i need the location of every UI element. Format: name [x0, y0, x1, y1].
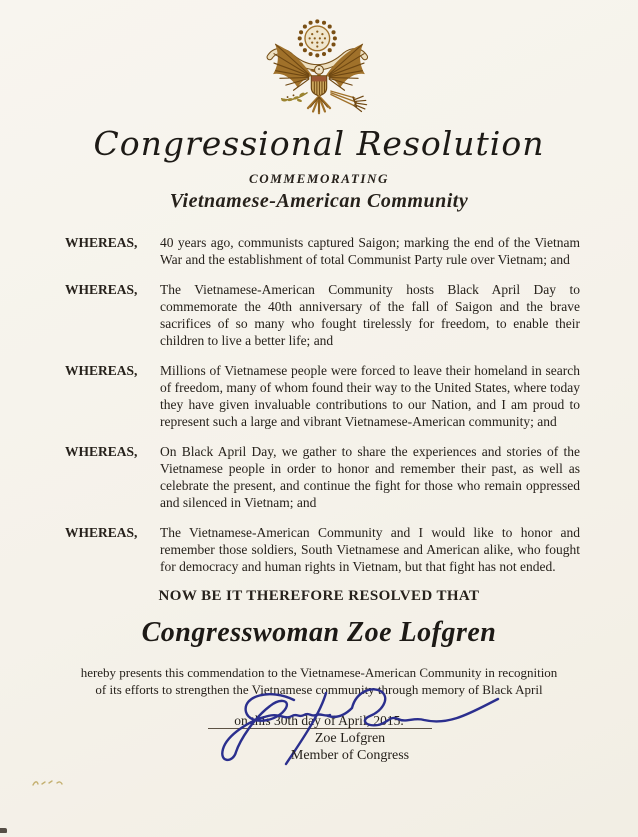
document-title: Congressional Resolution: [93, 124, 545, 163]
commemorating-label: COMMEMORATING: [249, 171, 389, 186]
whereas-label: WHEREAS,: [65, 282, 138, 297]
whereas-clause: [65, 234, 580, 268]
whereas-clause: [65, 362, 580, 430]
clause-text: On Black April Day, we gather to share the experiences and stories of the Vietnamese people in order to honor and remember their past, as well as celebrate the present, and continue the fight for those who remain oppressed and silenced in Vietnam; and: [160, 444, 580, 510]
signatory-name: Zoe Lofgren: [314, 731, 386, 746]
whereas-label: WHEREAS,: [65, 235, 138, 250]
signature-block: [0, 686, 638, 786]
whereas-label: WHEREAS,: [65, 525, 138, 540]
corner-speck: [0, 828, 7, 833]
clause-text: The Vietnamese-American Community hosts Black April Day to commemorate the 40th anniversary of the fall of Saigon and the brave sacrifices of so many who fought tirelessly for freedom, to enable their children to live a better life; and: [160, 282, 580, 348]
whereas-clause: [65, 443, 580, 511]
whereas-clauses: [65, 234, 580, 575]
presentation-text: hereby presents this commendation to the Vietnamese-American Community in recognition of its efforts to strengthen the Vietnamese community through memory of Black April: [80, 665, 558, 697]
clause-text: 40 years ago, communists captured Saigon; marking the end of the Vietnam War and the establishment of total Communist Party rule over Vietnam; and: [160, 235, 580, 267]
whereas-label: WHEREAS,: [65, 444, 138, 459]
date-line: on this 30th day of April, 2015.: [234, 713, 404, 728]
whereas-clause: [65, 524, 580, 575]
signatory-title: Member of Congress: [290, 748, 410, 763]
clause-text: The Vietnamese-American Community and I would like to honor and remember those soldiers, South Vietnamese and American alike, who fought for democracy and human rights in Vietnam, but that fight has not ended.: [160, 525, 580, 574]
community-title: Vietnamese-American Community: [169, 190, 469, 212]
honoree-name: Congresswoman Zoe Lofgren: [141, 617, 497, 648]
resolved-heading: NOW BE IT THEREFORE RESOLVED THAT: [158, 588, 480, 604]
great-seal-icon: [251, 16, 387, 122]
clause-text: Millions of Vietnamese people were forced to leave their homeland in search of freedom, many of whom found their way to the United States, where today they have given invaluable contributions to our Nation, and I am proud to represent such a large and vibrant Vietnamese-American community; and: [160, 363, 580, 429]
whereas-label: WHEREAS,: [65, 363, 138, 378]
scan-smudge: [30, 776, 66, 790]
whereas-clause: [65, 281, 580, 349]
